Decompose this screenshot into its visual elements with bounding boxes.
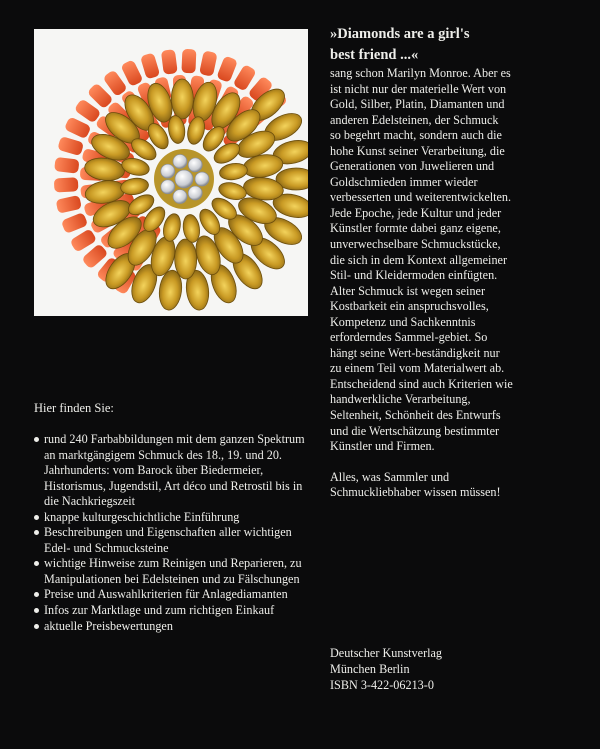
headline xyxy=(330,24,580,66)
headline-line-2: best friend ...« xyxy=(330,47,419,63)
diamond xyxy=(195,172,209,186)
intro-line: Künstler und Firmen. xyxy=(330,439,435,454)
features-heading: Hier finden Sie: xyxy=(34,401,114,415)
brooch-illustration xyxy=(34,29,308,316)
diamond xyxy=(175,170,193,188)
intro-line: Stil- und Kleidermoden einfügten. xyxy=(330,268,498,283)
intro-paragraph xyxy=(330,66,586,455)
diamond xyxy=(161,164,175,178)
diamond xyxy=(173,190,187,204)
gold-petal xyxy=(174,239,197,279)
isbn: ISBN 3-422-06213-0 xyxy=(330,678,434,692)
intro-line: hängt seine Wert-beständigkeit nur xyxy=(330,345,500,360)
intro-line: unverwechselbare Schmuckstücke, xyxy=(330,237,501,252)
intro-line: Generationen von Juwelieren und xyxy=(330,159,495,174)
features-list xyxy=(34,432,314,634)
intro-line: handwerkliche Verarbeitung, xyxy=(330,392,471,407)
intro-line: verbesserten und weiterentwickelten. xyxy=(330,190,512,205)
feature-item: rund 240 Farbabbildungen mit dem ganzen Spektrum an marktgängigem Schmuck des 18., 19. und 20. Jahrhunderts: vom Barock über Biedermeier, Historismus, Jugendstil, Art déco und Retrostil bis in die Nachkriegszeit xyxy=(34,432,314,510)
feature-item: Beschreibungen und Eigenschaften aller wichtigen Edel- und Schmucksteine xyxy=(34,525,314,556)
intro-line: Kompetenz und Sachkenntnis xyxy=(330,314,476,329)
diamond xyxy=(188,158,202,172)
publisher-block xyxy=(330,645,442,693)
feature-item: knappe kulturgeschichtliche Einführung xyxy=(34,510,314,526)
intro-line: Künstler formte dabei ganz eigene, xyxy=(330,221,501,236)
intro-line: Goldschmieden immer wieder xyxy=(330,174,478,189)
publisher-cities: München Berlin xyxy=(330,662,410,676)
intro-line: ist nicht nur der materielle Wert von xyxy=(330,81,507,96)
intro-line: anderen Edelsteinen, der Schmuck xyxy=(330,112,499,127)
coral-bead xyxy=(181,49,196,74)
intro-line: Gold, Silber, Platin, Diamanten und xyxy=(330,97,505,112)
intro-line: hohe Kunst seiner Verarbeitung, die xyxy=(330,143,505,158)
intro-line: Entscheidend sind auch Kriterien wie xyxy=(330,376,513,391)
feature-item: Infos zur Marktlage und zum richtigen Einkauf xyxy=(34,603,314,619)
feature-item: aktuelle Preisbewertungen xyxy=(34,619,314,635)
gold-petal xyxy=(171,79,194,119)
feature-item: Preise und Auswahlkriterien für Anlagediamanten xyxy=(34,587,314,603)
headline-line-1: »Diamonds are a girl's xyxy=(330,26,470,42)
diamond xyxy=(188,186,202,200)
diamond xyxy=(161,180,175,194)
closing-paragraph xyxy=(330,470,586,501)
intro-line: erforderndes Sammel-gebiet. So xyxy=(330,330,488,345)
coral-gold-brooch-photo xyxy=(34,29,308,316)
intro-line: die sich in dem Kontext allgemeiner xyxy=(330,252,508,267)
closing-line: Schmuckliebhaber wissen müssen! xyxy=(330,485,501,500)
feature-item: wichtige Hinweise zum Reinigen und Reparieren, zu Manipulationen bei Edelsteinen und zu Fälschungen xyxy=(34,556,314,587)
closing-line: Alles, was Sammler und xyxy=(330,469,450,484)
intro-line: Seltenheit, Schönheit des Entwurfs xyxy=(330,408,501,423)
intro-line: so begehrt macht, sondern auch die xyxy=(330,128,502,143)
diamond xyxy=(173,154,187,168)
intro-line: Kostbarkeit ein anspruchsvolles, xyxy=(330,299,489,314)
intro-line: Jede Epoche, jede Kultur und jeder xyxy=(330,205,502,220)
description-text xyxy=(330,66,586,501)
coral-bead xyxy=(54,177,79,192)
coral-bead xyxy=(54,157,79,174)
publisher-name: Deutscher Kunstverlag xyxy=(330,646,443,660)
intro-line: Alter Schmuck ist wegen seiner xyxy=(330,283,486,298)
intro-line: und die Wertschätzung bestimmter xyxy=(330,423,500,438)
intro-line: zu einem Teil vom Materialwert ab. xyxy=(330,361,505,376)
intro-line: sang schon Marilyn Monroe. Aber es xyxy=(330,66,511,80)
